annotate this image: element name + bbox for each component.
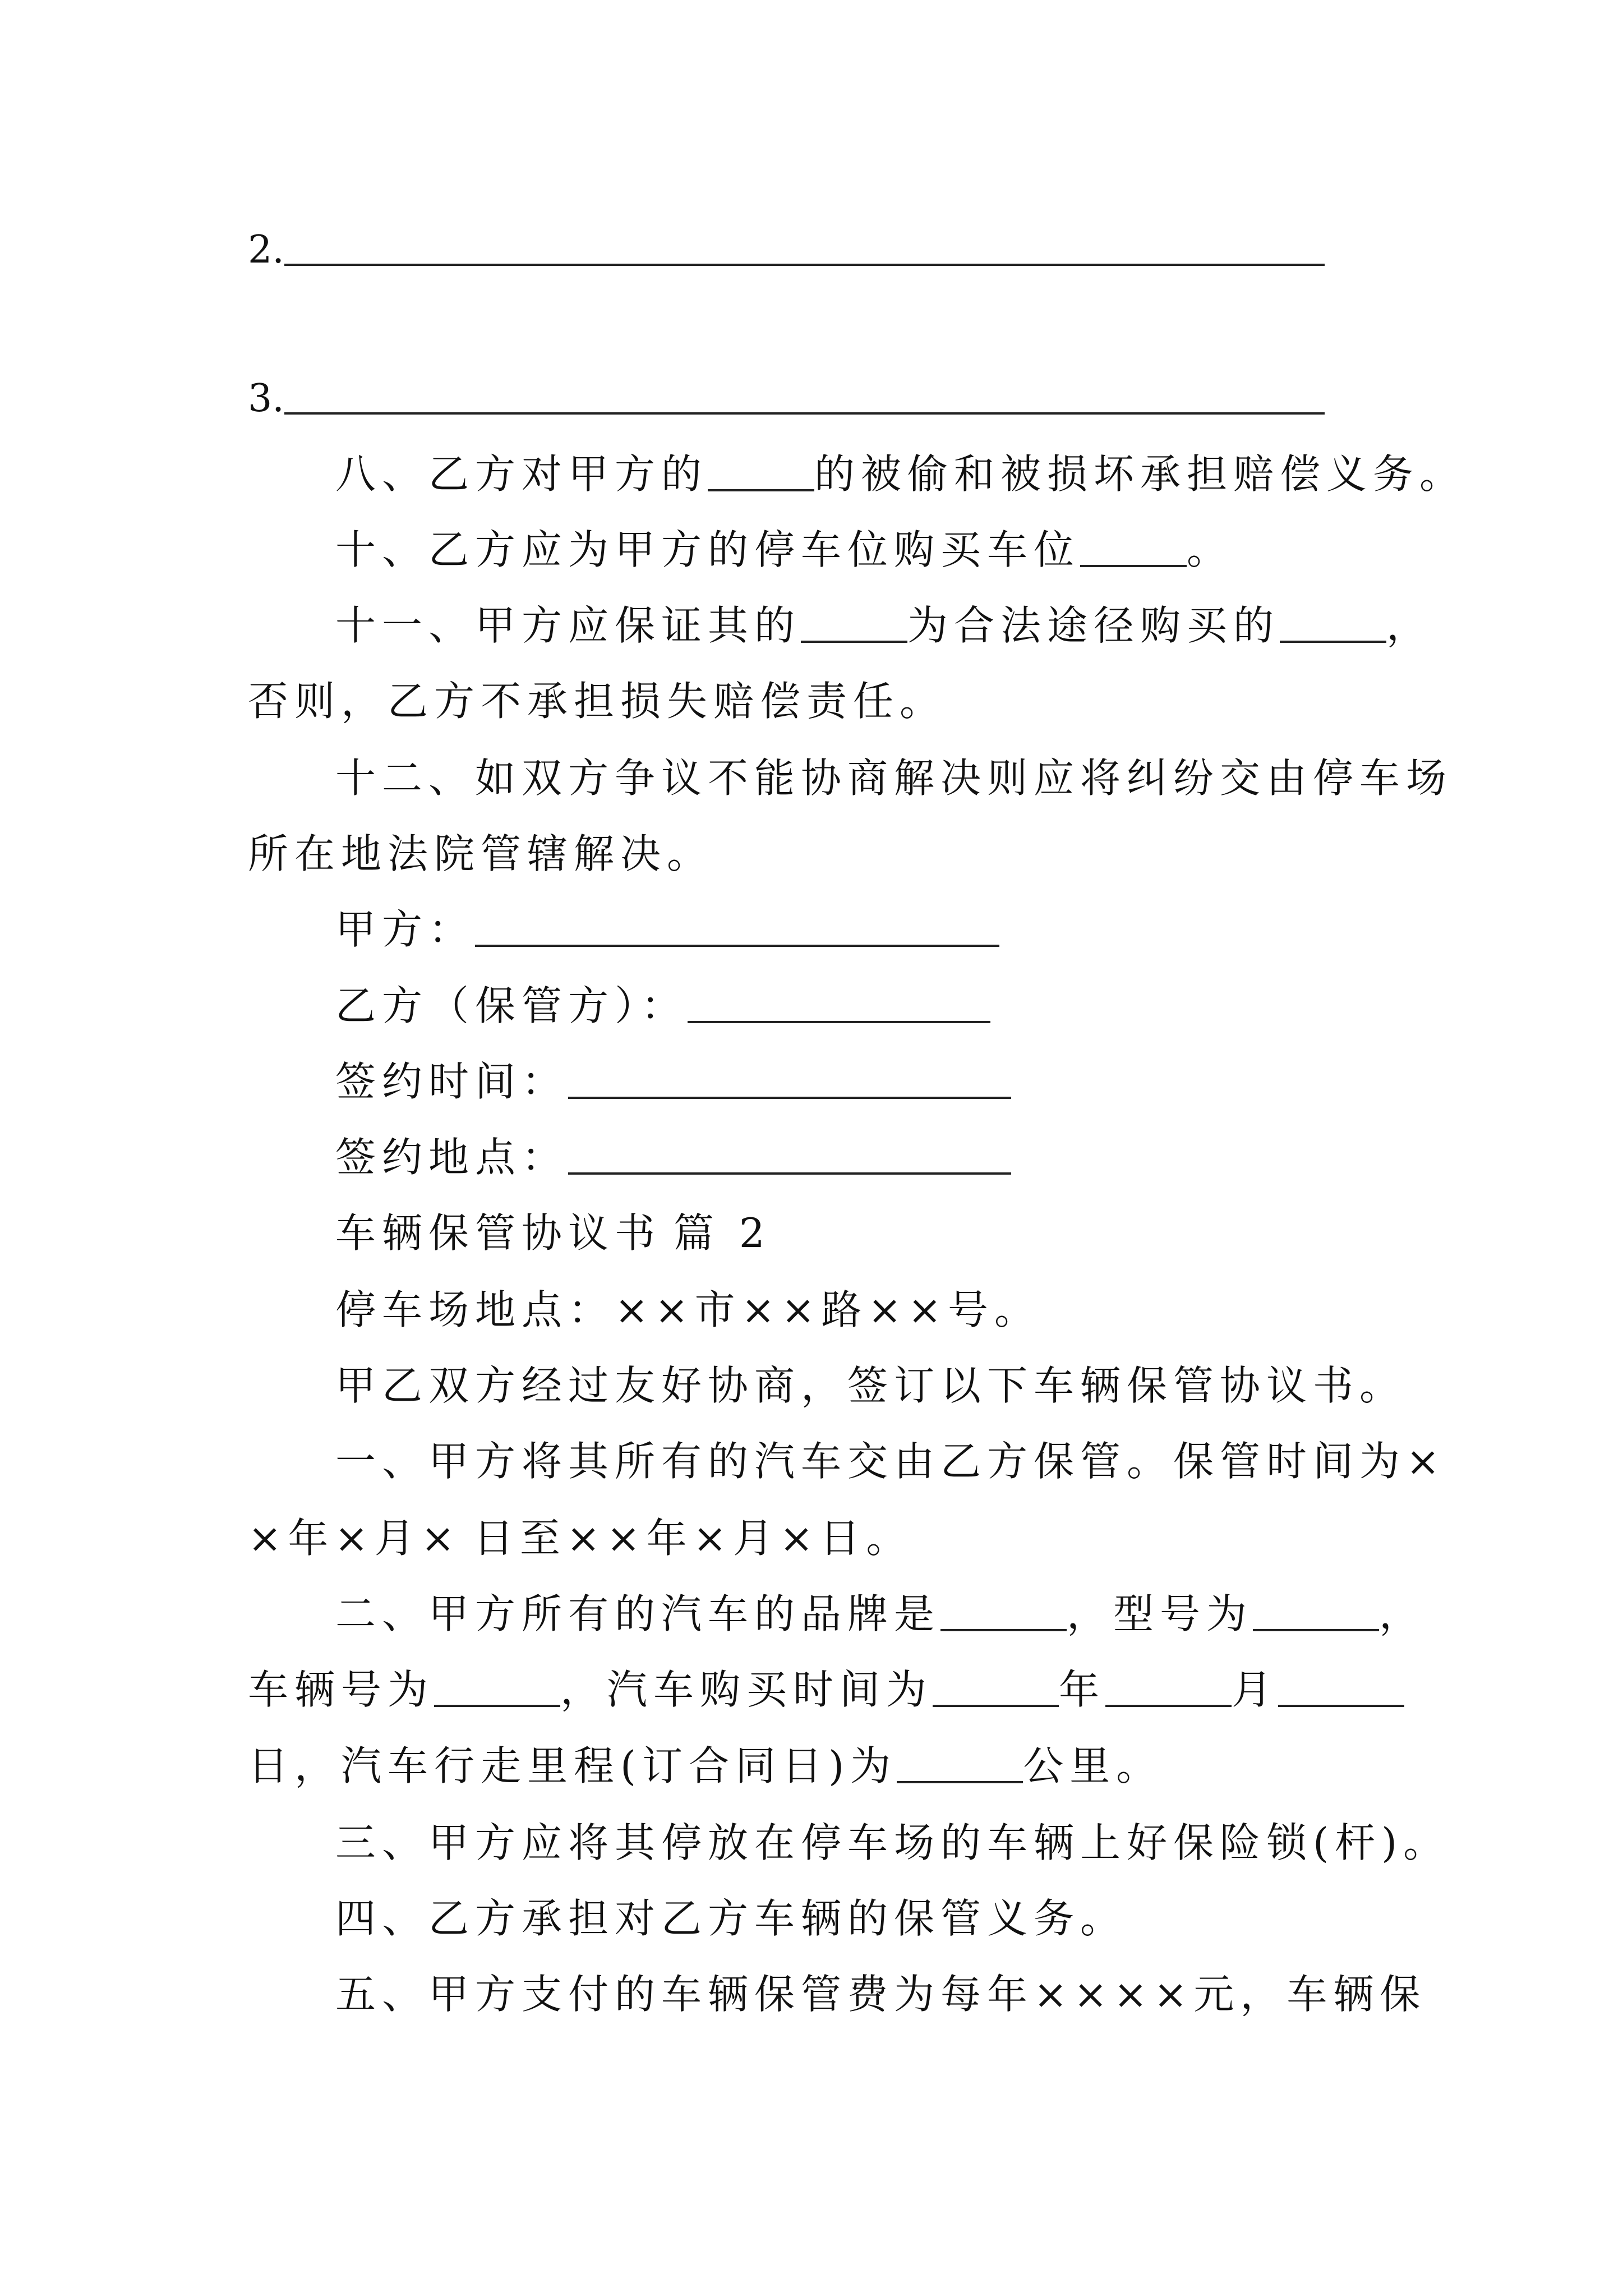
clause-text: 八、乙方对甲方的 <box>335 450 708 498</box>
clause-text: 停车场地点：××市××路××号。 <box>335 1286 1041 1333</box>
clause-text: 十、乙方应为甲方的停车位购买车位 <box>335 526 1081 573</box>
clause-text: 为合法途径购买的 <box>907 602 1280 649</box>
blank-item-3 <box>248 355 1623 439</box>
clause-text: 日，汽车行走里程(订合同日)为 <box>248 1742 897 1789</box>
clause-text: 三、甲方应将其停放在停车场的车辆上好保险锁(杆)。 <box>335 1819 1450 1866</box>
field-label: 签约时间： <box>335 1058 569 1105</box>
clause-text: 公里。 <box>1023 1742 1163 1789</box>
clause-2-continued <box>248 1648 1623 1732</box>
field-label: 签约地点： <box>335 1134 569 1181</box>
clause-text: 否则，乙方不承担损失赔偿责任。 <box>248 678 947 725</box>
clause-2 <box>335 1572 1623 1656</box>
clause-text: ， <box>1386 602 1433 649</box>
fill-in-blank <box>933 1704 1059 1707</box>
clause-text: 十二、如双方争议不能协商解决则应将纠纷交由停车场 <box>335 754 1453 802</box>
clause-2-end <box>248 1724 1623 1808</box>
clause-text: 月 <box>1232 1666 1279 1713</box>
clause-1-continued <box>248 1496 1623 1580</box>
fill-in-blank <box>1280 640 1386 643</box>
clause-4 <box>335 1876 1623 1961</box>
clause-text: 所在地法院管辖解决。 <box>248 830 714 877</box>
clause-11-continued <box>248 659 1623 743</box>
fill-in-blank <box>688 1020 990 1023</box>
clause-11 <box>335 583 1623 668</box>
clause-10 <box>335 508 1623 592</box>
parking-location <box>335 1268 1623 1352</box>
clause-text: 车辆号为 <box>248 1666 435 1713</box>
fill-in-blank <box>434 1704 560 1707</box>
item-number: 3. <box>248 376 284 421</box>
section-title <box>335 1191 1623 1275</box>
clause-text: 日至××年×月×日。 <box>473 1515 913 1562</box>
blank-item-2 <box>248 206 1623 291</box>
fill-in-blank <box>1253 1628 1379 1631</box>
signature-party-a <box>335 887 1623 972</box>
fill-in-blank <box>1080 564 1187 567</box>
clause-1 <box>335 1419 1623 1503</box>
preamble <box>335 1343 1623 1428</box>
fill-in-blank <box>568 1172 1011 1175</box>
item-number: 2. <box>248 228 284 272</box>
clause-12 <box>335 736 1623 820</box>
clause-text: ，汽车购买时间为 <box>560 1666 933 1713</box>
signing-place <box>335 1115 1623 1199</box>
fill-in-blank <box>284 263 1325 266</box>
field-label: 乙方（保管方）： <box>335 982 688 1029</box>
section-number: 篇 2 <box>674 1209 771 1257</box>
clause-text: 十一、甲方应保证其的 <box>335 602 801 649</box>
fill-in-blank <box>801 640 907 643</box>
fill-in-blank <box>1105 1704 1232 1707</box>
fill-in-blank <box>284 412 1325 415</box>
clause-text: 一、甲方将其所有的汽车交由乙方保管。保管时间为× <box>335 1438 1446 1485</box>
clause-text: ， <box>1379 1590 1426 1637</box>
fill-in-blank <box>897 1780 1023 1783</box>
clause-text: 四、乙方承担对乙方车辆的保管义务。 <box>335 1895 1127 1942</box>
clause-5 <box>335 1952 1623 2036</box>
fill-in-blank <box>568 1096 1011 1099</box>
clause-12-continued <box>248 812 1623 896</box>
clause-text: ，型号为 <box>1067 1590 1253 1637</box>
clause-text: 。 <box>1187 526 1234 573</box>
signing-date <box>335 1039 1623 1124</box>
fill-in-blank <box>940 1628 1067 1631</box>
clause-8 <box>335 432 1623 516</box>
clause-text: 甲乙双方经过友好协商，签订以下车辆保管协议书。 <box>335 1362 1407 1409</box>
clause-text: 年 <box>1059 1666 1106 1713</box>
clause-3 <box>335 1801 1623 1885</box>
fill-in-blank <box>475 944 999 947</box>
signature-party-b <box>335 964 1623 1048</box>
clause-text: 的被偷和被损坏承担赔偿义务。 <box>814 450 1467 498</box>
clause-text: 二、甲方所有的汽车的品牌是 <box>335 1590 941 1637</box>
clause-text: 五、甲方支付的车辆保管费为每年××××元，车辆保 <box>335 1971 1427 2018</box>
section-title-text: 车辆保管协议书 <box>335 1209 662 1257</box>
field-label: 甲方： <box>335 906 476 953</box>
fill-in-blank <box>1278 1704 1404 1707</box>
fill-in-blank <box>708 489 814 491</box>
clause-text: ×年×月× <box>248 1515 461 1562</box>
